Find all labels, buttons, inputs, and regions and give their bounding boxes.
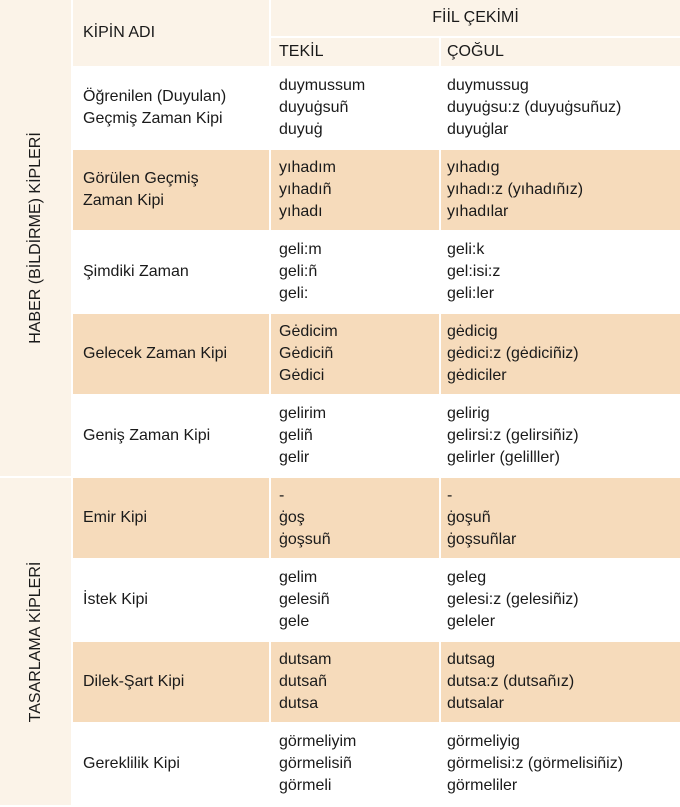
mood-name-line: Şimdiki Zaman [83,263,189,280]
form: duyuġ [279,121,323,138]
mood-name-line: Gelecek Zaman Kipi [83,345,228,362]
group-label-haber [0,0,72,477]
form: dutsam [279,651,332,668]
form: ġoşsuñlar [447,531,517,548]
mood-name [72,477,270,559]
form: yıhadım [279,159,336,176]
group-label-tasarlama-text: TASARLAMA KİPLERİ [26,561,44,722]
form: dutsa [279,695,319,712]
mood-name-line: Geniş Zaman Kipi [83,427,211,444]
form: gelirig [447,405,490,422]
singular-forms [270,231,440,313]
mood-name-line: Öğrenilen (Duyulan) [83,88,227,105]
header-plural: ÇOĞUL [440,37,680,67]
form: geleg [447,569,487,586]
form: gel:isi:z [447,263,501,280]
singular-forms [270,313,440,395]
form: geli: [279,285,309,302]
form: yıhadı [279,203,323,220]
form: Gėdici [279,367,325,384]
form: duymussug [447,77,529,94]
mood-name [72,149,270,231]
form: görmeliler [447,777,518,794]
form: ġoşuñ [447,509,491,526]
mood-name-line: Dilek-Şart Kipi [83,673,185,690]
form: duyuġsuñ [279,99,349,116]
form: duyuġsu:z (duyuġsuñuz) [447,99,622,116]
form: yıhadıg [447,159,500,176]
singular-forms [270,559,440,641]
form: ġoşsuñ [279,531,331,548]
mood-name-line: Görülen Geçmiş [83,170,199,187]
singular-forms [270,641,440,723]
form: geli:ler [447,285,495,302]
form: gelesiñ [279,591,330,608]
form: yıhadıñ [279,181,332,198]
form: geli:ñ [279,263,318,280]
form: ġoş [279,509,305,526]
plural-forms [440,149,680,231]
mood-name [72,313,270,395]
form: duyuġlar [447,121,509,138]
table-row [0,559,680,641]
table-row [0,67,680,149]
singular-forms [270,395,440,477]
table-row [0,395,680,477]
plural-forms [440,641,680,723]
singular-forms [270,723,440,805]
form: görmeliyig [447,733,520,750]
form: yıhadı:z (yıhadıñız) [447,181,584,198]
form: gelirsi:z (gelirsiñiz) [447,427,579,444]
group-label-tasarlama [0,477,72,805]
form: dutsag [447,651,496,668]
form: geliñ [279,427,313,444]
mood-name [72,67,270,149]
form: - [447,487,453,504]
group-label-haber-text: HABER (BİLDİRME) KİPLERİ [26,132,44,344]
form: dutsalar [447,695,504,712]
form: duymussum [279,77,366,94]
form: gėdici:z (gėdiciñiz) [447,345,579,362]
plural-forms [440,723,680,805]
plural-forms [440,231,680,313]
table-row [0,313,680,395]
table-row [0,231,680,313]
form: gelim [279,569,318,586]
mood-name-line: Emir Kipi [83,509,148,526]
form: geli:k [447,241,485,258]
form: gelirler (gelilller) [447,449,560,466]
table-row [0,641,680,723]
form: görmeli [279,777,332,794]
mood-name [72,395,270,477]
singular-forms [270,67,440,149]
singular-forms [270,477,440,559]
mood-name [72,723,270,805]
form: geleler [447,613,496,630]
table-row [0,477,680,559]
mood-name-line: Geçmiş Zaman Kipi [83,110,223,127]
form: geli:m [279,241,322,258]
form: dutsa:z (dutsañız) [447,673,575,690]
header-singular: TEKİL [270,37,440,67]
form: gelir [279,449,310,466]
form: Gėdicim [279,323,338,340]
mood-name-line: İstek Kipi [83,591,148,608]
mood-name [72,231,270,313]
form: Gėdiciñ [279,345,334,362]
form: görmelisiñ [279,755,352,772]
mood-name-line: Gereklilik Kipi [83,755,180,772]
form: dutsañ [279,673,328,690]
table-row [0,149,680,231]
plural-forms [440,67,680,149]
plural-forms [440,559,680,641]
singular-forms [270,149,440,231]
form: görmeliyim [279,733,357,750]
form: gelirim [279,405,327,422]
form: gėdicig [447,323,498,340]
table-row [0,723,680,805]
form: gėdiciler [447,367,507,384]
plural-forms [440,395,680,477]
form: - [279,487,285,504]
form: gelesi:z (gelesiñiz) [447,591,579,608]
mood-name [72,559,270,641]
form: gele [279,613,310,630]
header-conjugation: FİİL ÇEKİMİ [270,0,680,37]
mood-name-line: Zaman Kipi [83,192,164,209]
header-mood-name: KİPİN ADI [72,0,270,67]
plural-forms [440,313,680,395]
mood-name [72,641,270,723]
form: yıhadılar [447,203,509,220]
form: görmelisi:z (görmelisiñiz) [447,755,624,772]
plural-forms [440,477,680,559]
